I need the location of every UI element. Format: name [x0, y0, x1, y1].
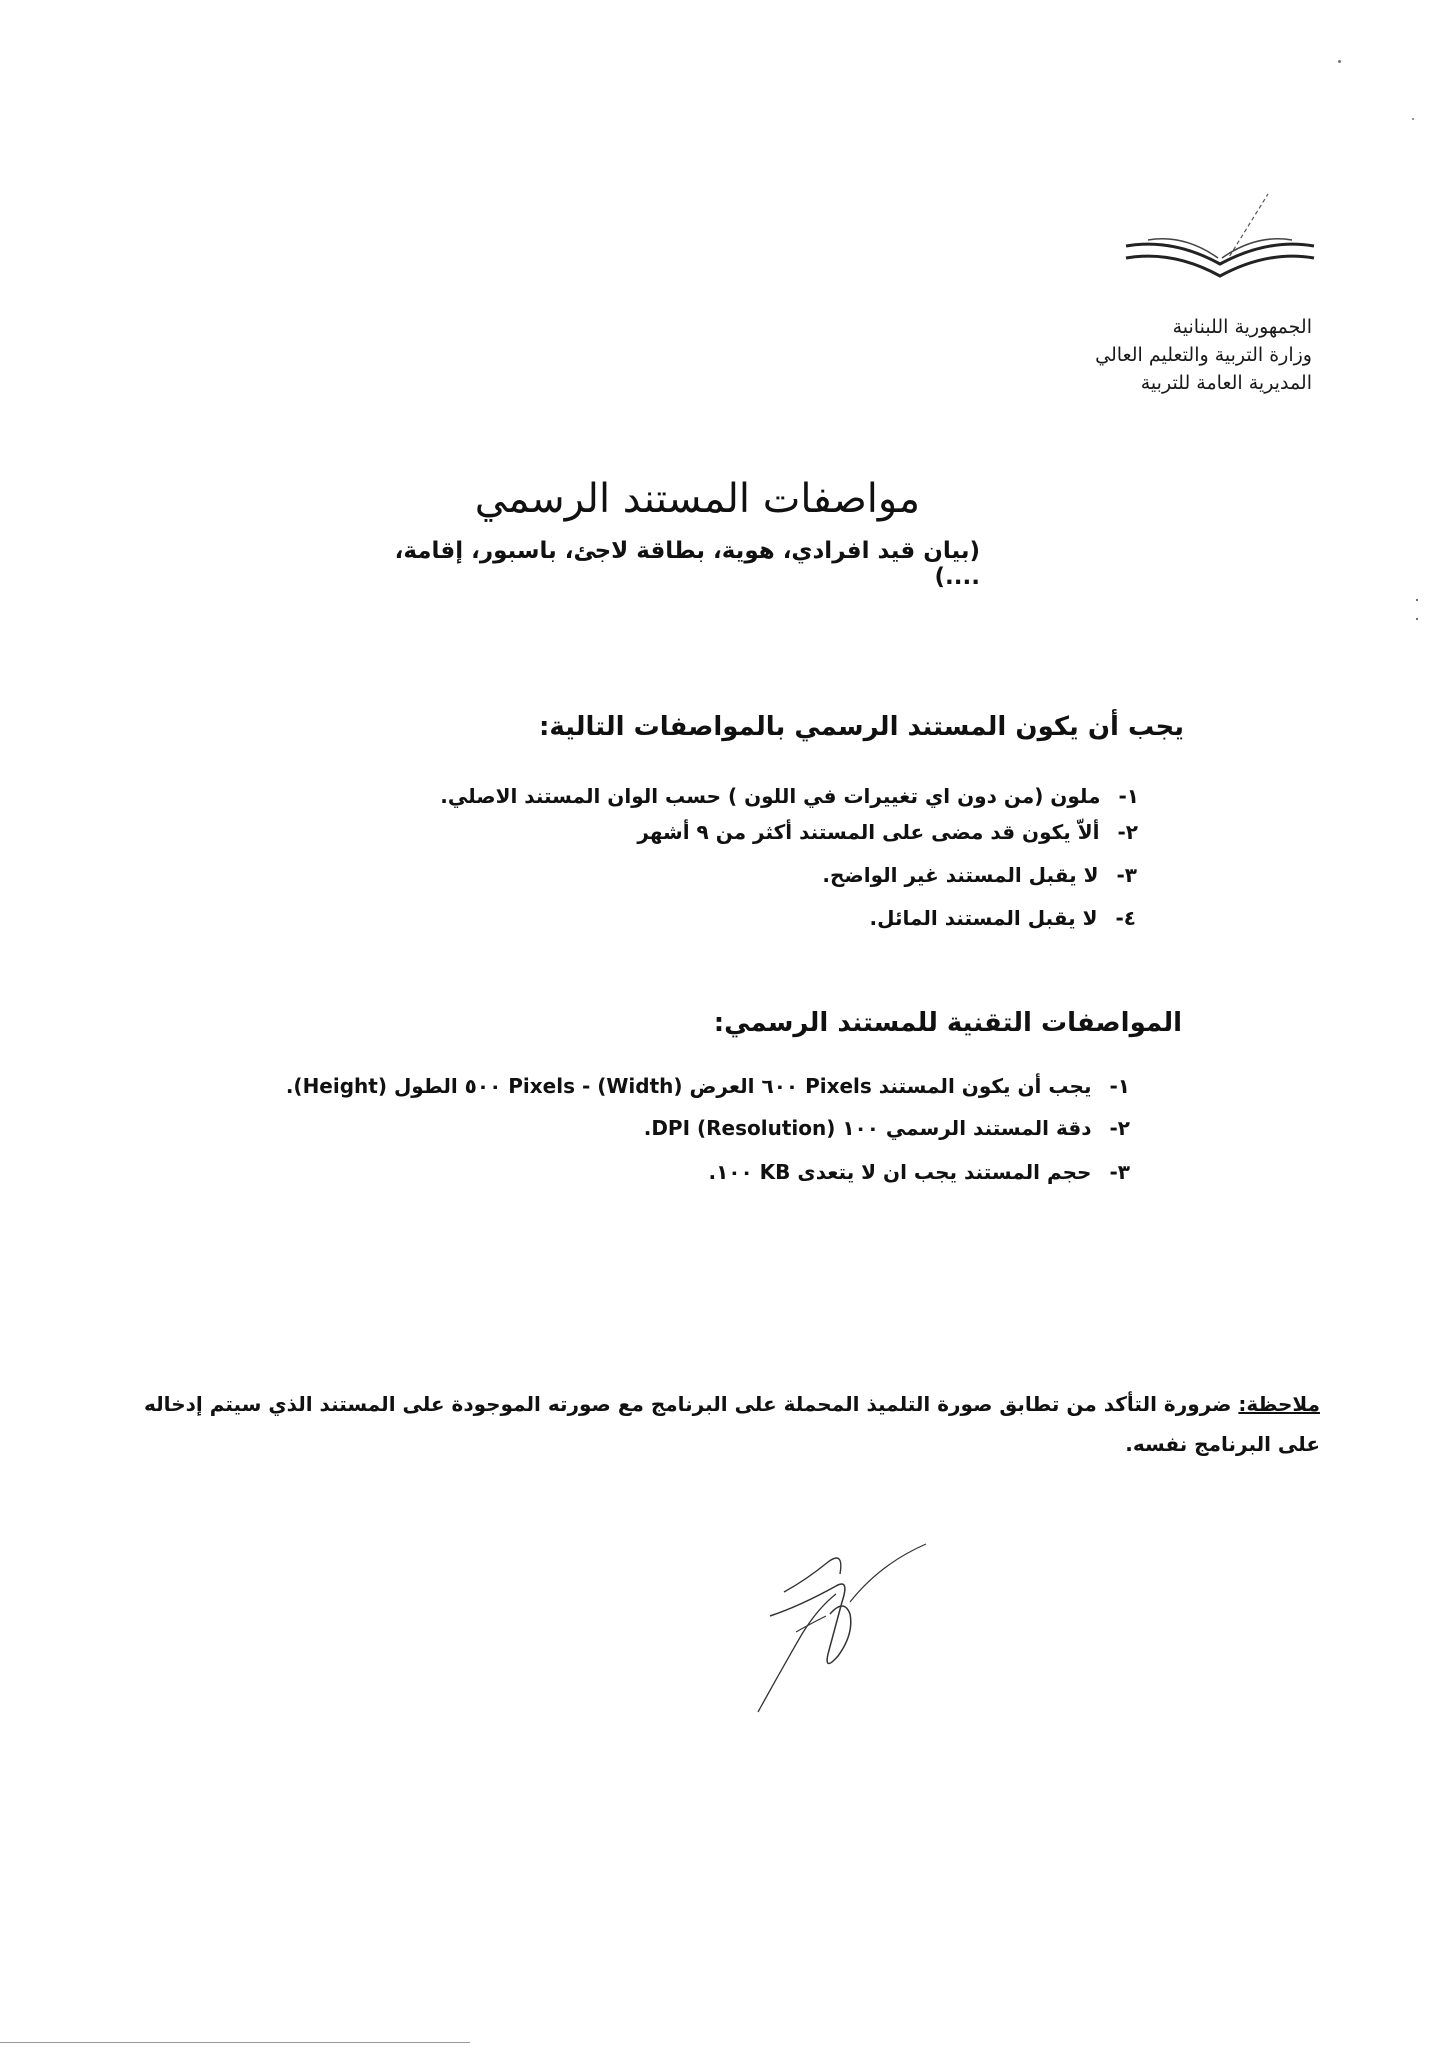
- scan-speck: [1412, 118, 1414, 120]
- item-text: يجب أن يكون المستند Pixels ٦٠٠ العرض (Width) - Pixels ٥٠٠ الطول (Height).: [285, 1074, 1092, 1098]
- item-number: ١-: [1118, 784, 1139, 808]
- item-number: ٣-: [1109, 1160, 1130, 1184]
- note-label: ملاحظة:: [1238, 1392, 1320, 1416]
- note-text: ضرورة التأكد من تطابق صورة التلميذ المحملة على البرنامج مع صورته الموجودة على المستند الذي سيتم إدخاله على البرنامج نفسه.: [144, 1392, 1320, 1456]
- ministry-logo-icon: [1118, 188, 1323, 308]
- list-item: [286, 1074, 1130, 1098]
- list-item: [644, 1116, 1130, 1140]
- scan-edge-line: [0, 2042, 470, 2043]
- list-item: [637, 820, 1138, 844]
- document-subtitle: (بيان قيد افرادي، هوية، بطاقة لاجئ، باسبور، إقامة، ....): [394, 538, 980, 590]
- scan-speck: [1416, 586, 1426, 589]
- document-title: مواصفات المستند الرسمي: [474, 476, 920, 522]
- item-text: حجم المستند يجب ان لا يتعدى KB ١٠٠.: [708, 1160, 1092, 1184]
- item-text: دقة المستند الرسمي ١٠٠ DPI (Resolution).: [643, 1116, 1092, 1140]
- item-text: ألاّ يكون قد مضى على المستند أكثر من ٩ أشهر: [637, 820, 1100, 844]
- item-text: لا يقبل المستند غير الواضح.: [822, 863, 1099, 887]
- signature-icon: [740, 1522, 940, 1722]
- technical-requirements-heading: المواصفات التقنية للمستند الرسمي:: [713, 1008, 1182, 1038]
- item-number: ٣-: [1116, 863, 1137, 887]
- item-text: ملون (من دون اي تغييرات في اللون ) حسب الوان المستند الاصلي.: [440, 784, 1101, 808]
- item-number: ٢-: [1109, 1116, 1130, 1140]
- org-line-republic: الجمهورية اللبنانية: [1172, 316, 1312, 338]
- item-text: لا يقبل المستند المائل.: [869, 906, 1098, 930]
- list-item: [440, 784, 1139, 808]
- item-number: ١-: [1109, 1074, 1130, 1098]
- list-item: [822, 863, 1137, 887]
- item-number: ٤-: [1115, 906, 1136, 930]
- list-item: [708, 1160, 1130, 1184]
- org-line-directorate: المديرية العامة للتربية: [1140, 372, 1312, 394]
- list-item: [870, 906, 1136, 930]
- note-paragraph: [110, 1384, 1320, 1464]
- item-number: ٢-: [1117, 820, 1138, 844]
- org-line-ministry: وزارة التربية والتعليم العالي: [1095, 344, 1312, 366]
- general-requirements-heading: يجب أن يكون المستند الرسمي بالمواصفات التالية:: [538, 712, 1184, 742]
- scan-speck: [1338, 60, 1341, 63]
